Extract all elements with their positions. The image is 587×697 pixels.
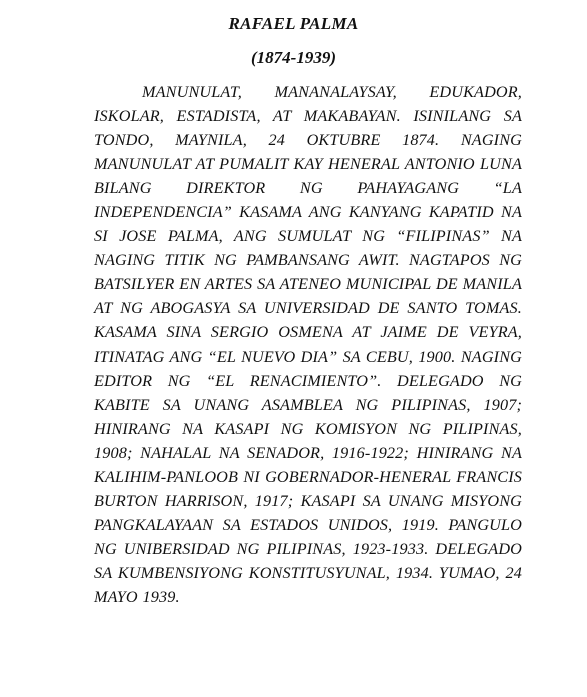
document-years: (1874-1939): [251, 48, 336, 67]
biography-paragraph: MANUNULAT, MANANALAYSAY, EDUKADOR, ISKOLAR, ESTADISTA, AT MAKABAYAN. ISINILANG SA TONDO, MAYNILA, 24 OKTUBRE 1874. NAGING MANUNULAT AT PUMALIT KAY HENERAL ANTONIO LUNA BILANG DIREKTOR NG PAHAYAGANG “LA INDEPENDENCIA” KASAMA ANG KANYANG KAPATID NA SI JOSE PALMA, ANG SUMULAT NG “FILIPINAS” NA NAGING TITIK NG PAMBANSANG AWIT. NAGTAPOS NG BATSILYER EN ARTES SA ATENEO MUNICIPAL DE MANILA AT NG ABOGASYA SA UNIVERSIDAD DE SANTO TOMAS. KASAMA SINA SERGIO OSMENA AT JAIME DE VEYRA, ITINATAG ANG “EL NUEVO DIA” SA CEBU, 1900. NAGING EDITOR NG “EL RENACIMIENTO”. DELEGADO NG KABITE SA UNANG ASAMBLEA NG PILIPINAS, 1907; HINIRANG NA KASAPI NG KOMISYON NG PILIPINAS, 1908; NAHALAL NA SENADOR, 1916-1922; HINIRANG NA KALIHIM-PANLOOB NI GOBERNADOR-HENERAL FRANCIS BURTON HARRISON, 1917; KASAPI SA UNANG MISYONG PANGKALAYAAN SA ESTADOS UNIDOS, 1919. PANGULO NG UNIBERSIDAD NG PILIPINAS, 1923-1933. DELEGADO SA KUMBENSIYONG KONSTITUSYUNAL, 1934. YUMAO, 24 MAYO 1939.: [94, 83, 522, 606]
document-title: RAFAEL PALMA: [228, 14, 359, 33]
